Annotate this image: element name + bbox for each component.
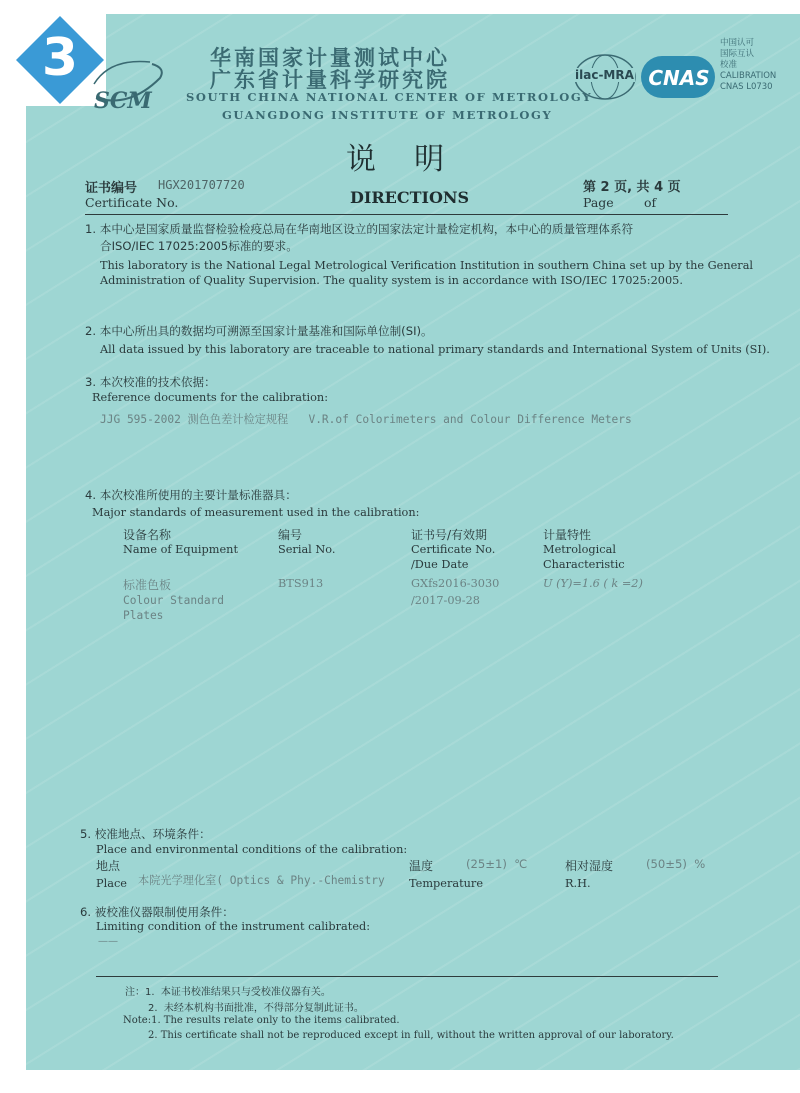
ilac-mra-label: ilac-MRA	[575, 68, 634, 82]
page-label-en: Page	[583, 195, 614, 210]
section-2-zh: 2. 本中心所出具的数据均可溯源至国家计量基准和国际单位制(SI)。	[85, 324, 433, 338]
note-en-2: 2. This certificate shall not be reproduced except in full, without the written approval of our laboratory.	[148, 1030, 674, 1041]
reference-document-value: JJG 595-2002 测色色差计检定规程 V.R.of Colorimeters and Colour Difference Meters	[100, 413, 632, 426]
equip-header-cert-en: Certificate No.	[411, 543, 496, 556]
cert-number: HGX201707720	[158, 178, 245, 192]
temperature-label-en: Temperature	[409, 877, 484, 890]
notes-rule	[96, 976, 718, 977]
rh-label-en: R.H.	[565, 877, 591, 890]
page-indicator-zh: 第 2 页, 共 4 页	[583, 180, 681, 195]
section-6-zh: 6. 被校准仪器限制使用条件：	[80, 905, 234, 919]
temperature-value: (25±1) ℃	[466, 857, 528, 871]
equip-header-metro-en-2: Characteristic	[543, 558, 625, 571]
section-1-en-line-1: This laboratory is the National Legal Metrological Verification Institution in southern China set up by the General	[100, 259, 754, 272]
temperature-label-zh: 温度	[409, 859, 434, 873]
equip-header-metro-en: Metrological	[543, 543, 616, 556]
equip-metrological: U (Y)=1.6 ( k =2)	[543, 577, 643, 590]
place-label-zh: 地点	[96, 859, 121, 873]
equip-due-date: /2017-09-28	[411, 594, 480, 607]
section-2-en: All data issued by this laboratory are traceable to national primary standards and International System of Units (SI).	[100, 343, 770, 356]
note-zh-2: 2. 未经本机构书面批准，不得部分复制此证书。	[148, 1003, 364, 1014]
limiting-condition-value: ——	[98, 936, 118, 947]
section-4-en: Major standards of measurement used in the calibration:	[92, 506, 420, 519]
cnas-side-text	[720, 38, 784, 93]
section-6-en: Limiting condition of the instrument calibrated:	[96, 920, 371, 933]
equip-header-serial-zh: 编号	[278, 528, 303, 542]
equip-header-name-en: Name of Equipment	[123, 543, 238, 556]
rh-value: (50±5) %	[646, 857, 706, 871]
equip-header-serial-en: Serial No.	[278, 543, 336, 556]
equip-name-en-1: Colour Standard	[123, 594, 225, 607]
section-4-zh: 4. 本次校准所使用的主要计量标准器具：	[85, 488, 297, 502]
section-1-zh-line-2: 合ISO/IEC 17025:2005标准的要求。	[100, 239, 298, 253]
equip-header-cert-zh: 证书号/有效期	[411, 528, 488, 542]
note-zh-1: 注：1. 本证书校准结果只与受校准仪器有关。	[125, 987, 331, 998]
section-1-en-line-2: Administration of Quality Supervision. The quality system is in accordance with ISO/IEC 17025:2005.	[100, 274, 683, 287]
equip-serial: BTS913	[278, 577, 324, 590]
cert-label-zh: 证书编号	[85, 181, 138, 196]
section-3-en: Reference documents for the calibration:	[92, 391, 329, 404]
of-label-en: of	[644, 195, 657, 210]
cnas-label: CNAS	[648, 66, 710, 90]
cnas-side-line: CNAS L0730	[720, 82, 773, 92]
equip-name-zh: 标准色板	[123, 578, 172, 592]
title-en: DIRECTIONS	[350, 188, 470, 207]
section-1-zh-line-1: 1. 本中心是国家质量监督检验检疫总局在华南地区设立的国家法定计量检定机构，本中心的质量管理体系符	[85, 222, 634, 236]
header-rule	[85, 214, 728, 215]
equip-header-name-zh: 设备名称	[123, 528, 172, 542]
equip-header-metro-zh: 计量特性	[543, 528, 592, 542]
equip-name-en-2: Plates	[123, 609, 164, 622]
place-label-en: Place	[96, 877, 127, 890]
org-name-en-2: GUANGDONG INSTITUTE OF METROLOGY	[222, 108, 553, 122]
cnas-side-line: CALIBRATION	[720, 71, 777, 81]
logo-text: SCM	[94, 88, 152, 114]
cnas-side-line: 中国认可	[720, 38, 755, 48]
rh-label-zh: 相对湿度	[565, 859, 614, 873]
cnas-side-line: 国际互认	[720, 49, 755, 59]
org-name-zh-1: 华南国家计量测试中心	[210, 46, 450, 70]
title-zh: 说 明	[346, 142, 445, 177]
place-value: 本院光学理化室( Optics & Phy.-Chemistry	[138, 874, 385, 887]
cnas-side-line: 校准	[720, 60, 738, 70]
equip-cert-number: GXfs2016-3030	[411, 577, 500, 590]
org-name-zh-2: 广东省计量科学研究院	[210, 68, 450, 92]
cert-label-en: Certificate No.	[85, 195, 179, 210]
section-5-zh: 5. 校准地点、环境条件：	[80, 827, 211, 841]
section-3-zh: 3. 本次校准的技术依据：	[85, 375, 216, 389]
org-name-en-1: SOUTH CHINA NATIONAL CENTER OF METROLOGY	[186, 90, 593, 104]
badge-number: 3	[41, 28, 79, 88]
section-5-en: Place and environmental conditions of the calibration:	[96, 843, 408, 856]
equip-header-cert-en-2: /Due Date	[411, 558, 469, 571]
note-en-1: Note:1. The results relate only to the items calibrated.	[123, 1015, 400, 1026]
